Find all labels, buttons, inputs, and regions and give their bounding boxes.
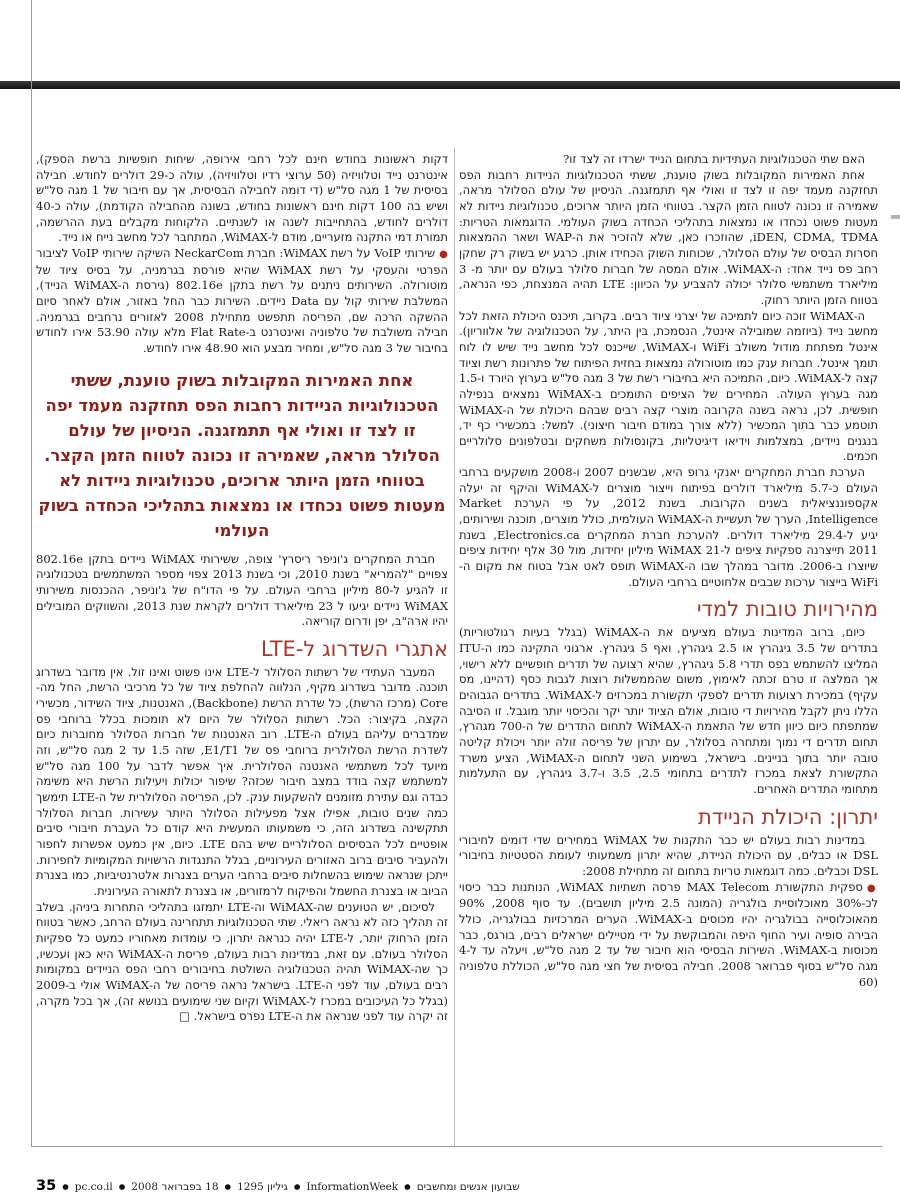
column-divider-rule <box>454 148 455 1146</box>
page-footer <box>36 1178 520 1194</box>
footer-date: 18 בפברואר 2008 <box>131 1181 219 1193</box>
paragraph-frequencies: כיום, ברוב המדינות בעולם מציעים את ה-WiMAX (בגלל בעיות רגולטוריות) בתדרים של 3.5 גיגהרץ או 2.5 גיגהרץ, ואף 5 גיגהרץ. ארגוני התקינה כמו ה-ITU המליצו להשתמש בפס תדרי 5.8 גיגהרץ, שהיא רצועה של תדרים חופשיים ללא רישוי, אך המלצה זו טרם זכתה לאימוץ, משום שהממשלות רוצות לגבות כסף (דהיינו, מס עקיף) במכירת רצועות תדרים לספקי תקשורת במכרזים ל-WiMAX. בתדרים הגבוהים הללו ניתן לקבל מהירויות די טובות, אולם הציוד יותר יקר והכיסוי יותר מוגבל. זו הסיבה שמתפתח כיום כיוון חדש של התאמת ה-WiMAX לתחום התדרים של ה-700 מגהרץ, תחום תדרים די נמוך ומתחרה בסלולר, עם יתרון של פריסה זולה יותר ויכולת קליטה טובה יותר בתוך בניינים. בישראל, בשימוע השני לתחום ה-WiMAX, הציע משרד התקשורת לצאת במכרז לתדרים בתחומי 2.5, 3.5 ו-3.7 גיגהרץ, עם התעלמות מתחומי התדרים האחרים. <box>459 625 879 796</box>
footer-separator-icon: ● <box>293 1182 301 1191</box>
footer-page-number: 35 <box>36 1178 57 1194</box>
paragraph-bulgaria-continued: דקות ראשונות בחודש חינם לכל רחבי אירופה, שיחות חופשיות ברשת הספק), אינטרנט נייד וטלוויזיה (50 ערוצי רדיו וטלוויזיה), עולה כ-29 דולרים לחודש. חבילה בסיסית של 1 מגה סל"ש (די דומה לחבילה הבסיסית, אך עם חיבור של 1 מגה סל"ש ושיש בה 100 דקות חינם ראשונות בחודש, בשונה מהחבילה הקודמת), עולה כ-40 דולרים לחודש, בהתחייבות לשנה או לשנתיים. הלקוחות מקבלים בעת ההרשמה, תמורת דמי התקנה מזעריים, מודם ל-WiMAX, המתחבר לכל מחשב נייח או נייד. <box>36 152 448 245</box>
bullet-item-bulgaria <box>459 880 878 991</box>
paragraph-market-claim: אחת האמירות המקובלות בשוק טוענת, ששתי הטכנולוגיות הניידות רחבות הפס תחזקנה מעמד יפה זו לצד זו ואולי אף תתמזגנה. הניסיון של עולם הסלולר מראה, שאמירה זו נכונה לטווח הזמן הקצר. בטווחי הזמן היותר ארוכים, טכנולוגיות ניידות לא מעטות פשוט נכחדו או נמצאות בתהליכי הכחדה בשוק העולמי. הדוגמאות הטריות: iDEN, CDMA, TDMA, שהוזכרו כאן, שלא להזכיר את ה-WAP ושאר ההמצאות חסרות הבסיס של עולם הסלולר, שכוחות השוק הכחידו אותן. כרגע יש בשוק רק שחקן רחב פס נייד אחד: ה-WiMAX. אולם המסה של חברות סלולר בעולם עם יותר מ- 3 מיליארד משתמשי סלולר יכולה להצביע על הכיוון: LTE תהיה המנצחת, כפי הנראה, בטווח הזמן היותר רחוק. <box>459 167 878 307</box>
footer-magazine-name: InformationWeek <box>306 1181 399 1193</box>
paragraph-research-estimates: הערכת חברת המחקרים יאנקי גרופ היא, שבשנים 2007 ו-2008 מושקעים ברחבי העולם כ-5.7 מיליארד דולרים בפיתוח וייצור מוצרים ל-WiMAX והיקף זה יעלה אקספוננציאלית בשנים הקרובות. בשנת 2012, על פי הערכת Market Intelligence, הערך של תעשיית ה-WiMAX העולמית, כולל מוצרים, תוכנה ושירותים, יגיע ל-29.4 מיליארד דולרים. להערכת חברת המחקרים Electronics.ca, בשנת 2011 תייצרנה ספקיות ציפים ל-WiMAX 21 מיליון יחידות, מול 30 אלף יחידות ציפים שיוצרו ב-2006. מדובר במהלך שבו ה-WiMAX תופס לאט אבל בטוח את מקום ה-WiFi בייצור ערכות שבבים אלחוטיים ברחבי העולם. <box>459 465 879 589</box>
footer-separator-icon: ● <box>224 1182 232 1191</box>
footer-separator-icon: ● <box>118 1182 126 1191</box>
paragraph-intro-question: האם שתי הטכנולוגיות העתידיות בתחום הנייד ישרדו זה לצד זו? <box>563 152 865 166</box>
red-bullet-icon: ● <box>866 882 878 894</box>
section-heading-lte-upgrade: אתגרי השדרוג ל-LTE <box>260 636 448 661</box>
paragraph-mobility-advantage: במדינות רבות בעולם יש כבר התקנות של WiMAX במחירים שדי דומים לחיבורי DSL או כבלים, עם היכולת הניידת, שהיא יתרון משמעותי לעומת הסטטיות בחיבורי DSL וכבלים. כמה דוגמאות טריות בתחום זה מתחילת 2008: <box>459 832 878 878</box>
footer-separator-icon: ● <box>62 1182 69 1191</box>
top-black-bar <box>0 81 900 89</box>
red-bullet-icon: ● <box>439 248 448 260</box>
bottom-rule <box>31 1146 882 1147</box>
footer-issue-number: גיליון 1295 <box>237 1181 288 1193</box>
bullet-item-bulgaria-text: ספקית התקשורת MAX Telecom פרסה תשתיות WiMAX, הנותנות כבר כיסוי לכ-30% מאוכלוסיית בולגריה (המונה 2.5 מיליון תושבים). עד סוף 2008, 90% מהאוכלוסייה בבולגריה יהיו מכוסים ב-WiMAX. הערים המרכזיות בבולגריה, כולל הבירה סופיה ועיר החוף היפה והמבוקשת על ידי מטיילים ישראלים רבים, בורגס, כבר מכוסות ב-WiMAX. השירות הבסיסי הוא חיבור של עד 2 מגה סל"ש, ויעלה עד ל-4 מגה סל"ש בסוף פברואר 2008. חבילה בסיסית של חצי מגה סל"ש, הכוללת טלפוניה (60 <box>459 879 878 989</box>
footer-website: pc.co.il <box>74 1181 113 1193</box>
footer-separator-icon: ● <box>404 1182 411 1191</box>
bullet-item-voip <box>36 246 448 357</box>
section-heading-speeds: מהירויות טובות למדי <box>696 597 878 622</box>
paragraph-juniper-forecast: חברת המחקרים ג'וניפר ריסרץ' צופה, ששירותי WiMAX ניידים בתקן 802.16e צפויים "להמריא" בשנת 2010, וכי בשנת 2013 צפוי מספר המשתמשים בטכנולוגיה זו להגיע ל-80 מיליון ברחבי העולם. על פי הדו"ח של ג'וניפר, ההכנסות משירותי WiMAX ניידים יגיעו ל 23 מיליארד דולרים לקראת שנת 2013, והשווקים המובילים יהיו ארה"ב, יפן ודרום קוריאה. <box>36 551 449 629</box>
paragraph-summary: לסיכום, יש הטוענים שה-WiMAX וה-LTE יתמזגו בתהליכי התחרות ביניהן. בשלב זה תהליך כזה לא נראה ריאלי. שתי הטכנולוגיות תתחרינה בעולם הרחב, כאשר בטווח הזמן הרחוק יותר, ל-LTE יהיה כנראה יתרון, כי עומדות מאחוריו כמעט כל ספקיות הסלולר בעולם. עם זאת, במדינות רבות בעולם, פריסת ה-WiMAX היא כאן ועכשיו, כך שה-WiMAX תהיה הטכנולוגיה השולטת בחיבורים רחבי הפס הניידים במקומות רבים בעולם, עוד לפני ה-LTE. בישראל נראה פריסה של ה-WiMAX אולי ב-2009 (בגלל כל העיכובים במכרז ל-WiMAX וקיום שני שימועים בנושא זה), אך בכל מקרה, זה יקרה עוד לפני שנראה את ה-LTE נפרס בישראל. □ <box>36 899 449 1024</box>
pull-quote: אחת האמירות המקובלות בשוק טוענת, ששתי הטכנולוגיות הניידות רחבות הפס תחזקנה מעמד יפה זו לצד זו ואולי אף תתמזגנה. הניסיון של עולם הסלולר מראה, שאמירה זו נכונה לטווח הזמן הקצר. בטווחי הזמן היותר ארוכים, טכנולוגיות ניידות לא מעטות פשוט נכחדו או נמצאות בתהליכי הכחדה בשוק העולמי <box>38 370 446 540</box>
page-edge-mark <box>891 215 900 219</box>
article-column-left <box>36 152 448 1025</box>
footer-tagline: שבועון אנשים ומחשבים <box>416 1181 520 1193</box>
section-heading-mobility: יתרון: היכולת הניידת <box>698 804 878 829</box>
left-margin-rule <box>31 0 32 1146</box>
bullet-item-voip-text: שירותי VoIP על רשת WiMAX: חברת NeckarCom השיקה שירותי VoIP לציבור הפרטי והעסקי על רשת WiMAX שהיא פורסת בגרמניה, על בסיס ציוד של מוטורולה. השירותים ניתנים על רשת בתקן 802.16e (גירסת ה-WiMAX הנייד), המשלבת שירותי קול עם Data ניידים. השירות כבר החל באזור, אולם לאחר סיום ההשקה הרכה שם, הפריסה תתפשט מתחילת 2008 לאזורים נרחבים בגרמניה. חבילה משולבת של טלפוניה ואינטרנט ב-Flat Rate מלא עולה 53.90 אירו לחודש בחיבור של 3 מגה סל"ש, ומחיר מבצע הוא 48.90 אירו לחודש. <box>36 245 449 355</box>
paragraph-lte-challenges: המעבר העתידי של רשתות הסלולר ל-LTE אינו פשוט ואינו זול. אין מדובר בשדרוג תוכנה. מדובר בשדרוג מקיף, הנלווה להחלפת ציוד של כל מרכיבי הרשת, החל מה-Core (מרכז הרשת), כל שדרת הרשת (Backbone), האנטנות, ציוד השידור, מכשירי הקצה, בקיצור: הכל. רשתות הסלולר של היום לא תומכות בכלל ברוחבי פס שמדברים עליהם בעולם ה-LTE. רוב האנטנות של חברות הסלולר מחוברות כיום לשדרת הרשת הסלולרית ברוחבי פס של E1/T1, שזה 1.5 עד 2 מגה סל"ש, וזה מיועד לכל משתמשי האנטנה הסלולרית. איך אפשר לדבר על 100 מגה סל"ש למשתמש קצה בודד במצב חיבור שכזה? שיפור יכולות ויעילות הרשת היא משימה כבדה וגם עתירת מזומנים להשקעות ענק. לכן, הפריסה הסלולרית של ה-LTE תימשך כמה שנים טובות, אפילו אצל מפעילות הסלולר היותר עשירות. חברות הסלולר תתקשינה בשדרוג הזה, כי משמעותו המעשית היא קודם כל העברת חיבורי סיבים אופטיים לכל הבסיסים הסלולריים שיש בהם LTE. כיום, אין כמעט אפשרות לחפור ולהעביר סיבים ברוב האזורים העירוניים, בגלל התנגדות הרשויות המקומיות לחפירות. ייתכן שנראה שימוש בהשחלות סיבים ברחבי הערים בצנרות אלטרנטיביות, כמו בצנרת הביוב או בצנרת החשמל והפיקוח לרמזורים, או בצנרת לתאורה העירונית. <box>36 664 449 898</box>
paragraph-vendor-support: ה-WiMAX זוכה כיום לתמיכה של יצרני ציוד רבים. בקרוב, תיכנס היכולת הזאת לכל מחשב נייד (ביוזמה שמובילה אינטל, הנסמכת, בין היתר, על הטכנולוגיה של אלווריון). אינטל מפתחת מודול משולב WiFi ו-WiMAX, שייכנס לכל מחשב נייד שיש לו לוח תומך אינטל. חברות ענק כמו מוטורולה נמצאות בחזית הפיתוח של פתרונות רשת וציוד קצה ל-WiMAX. כיום, התמיכה היא בחיבורי רשת של 3 מגה סל"ש בערוץ היורד ו-1.5 מגה בערוץ העולה. המחירים של הציפים התומכים ב-WiMAX נמצאים בנפילה חופשית. לכן, נראה בשנה הקרובה מוצרי קצה רבים שבהם היכולת של ה-WiMAX תוטמע כבר בתוך המכשיר (ללא צורך במודם חיבור חיצוני). למשל: במכשירי כף יד, בנגנים ניידים, במצלמות וידיאו דיגיטליות, בקונסולות משחקים ובטלפונים סלולריים חכמים. <box>459 308 878 464</box>
article-column-right <box>459 152 878 990</box>
